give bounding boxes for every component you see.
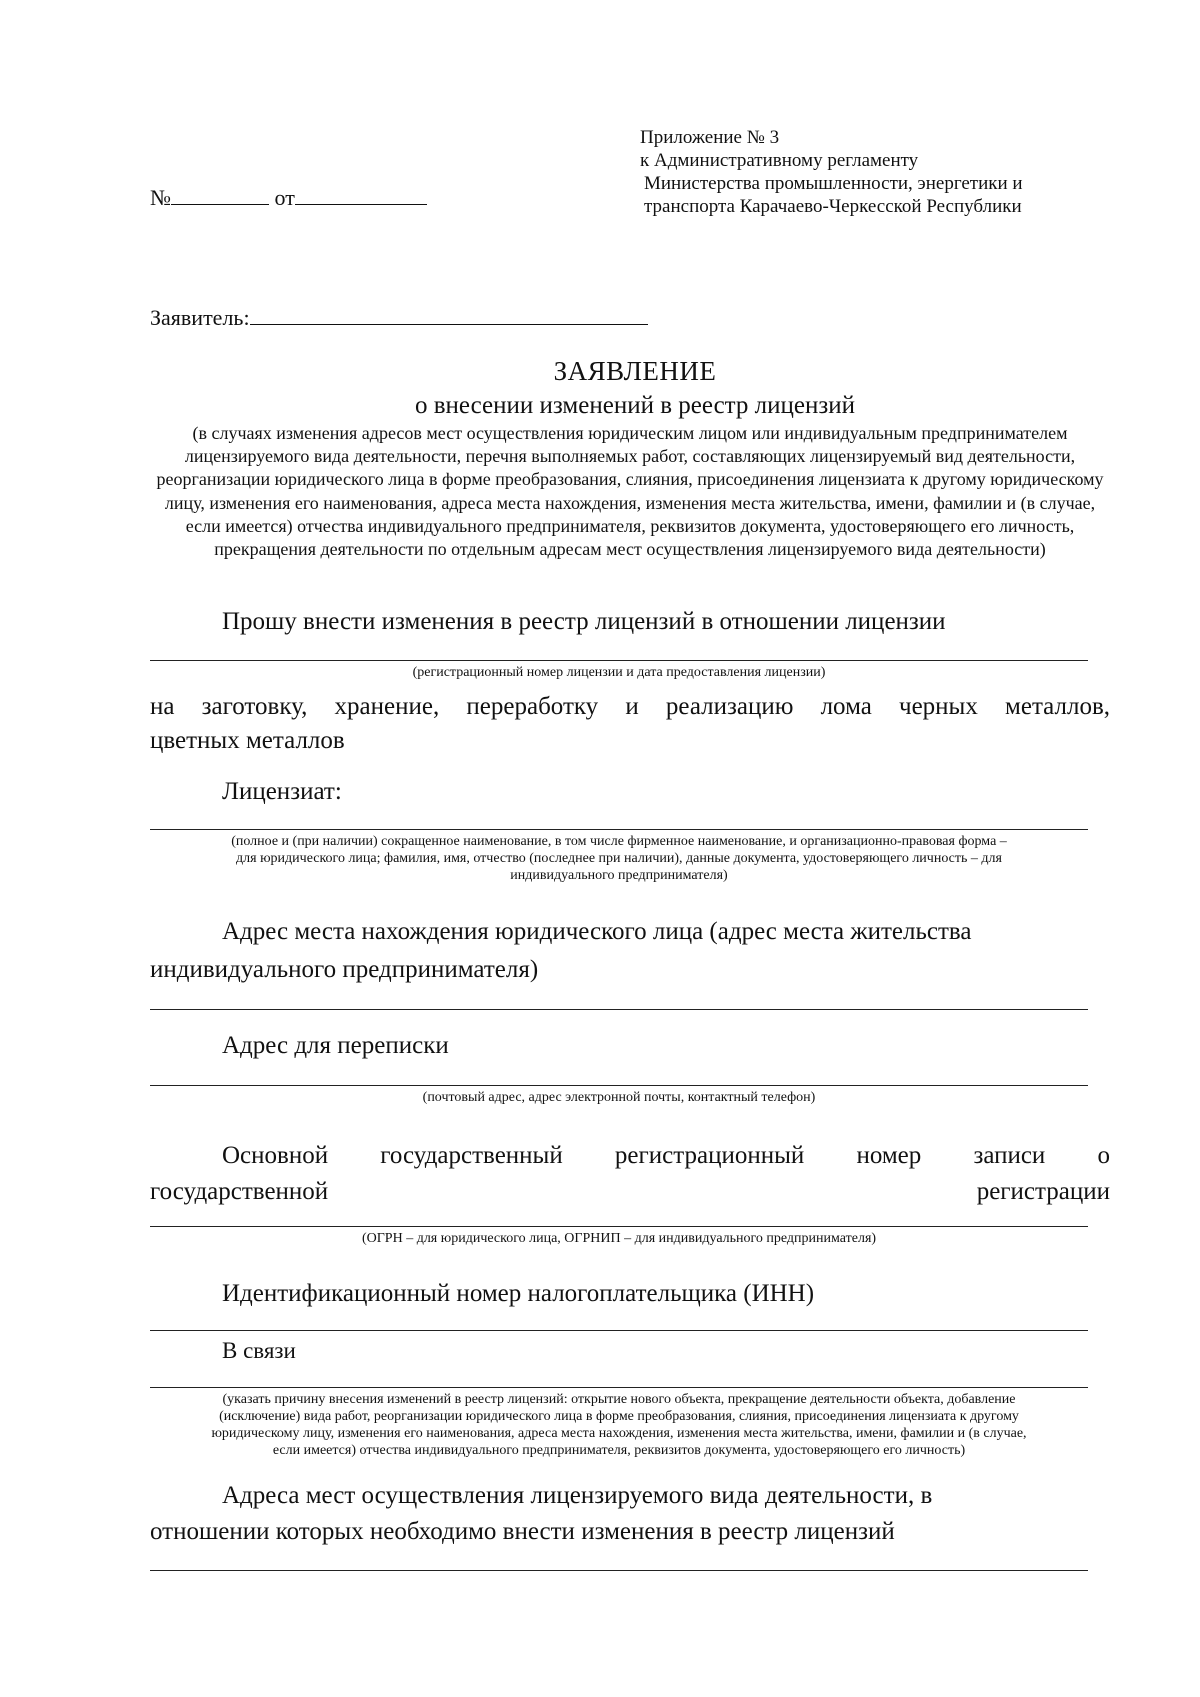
- applicant-row: [150, 304, 648, 331]
- places-label-line2: отношении которых необходимо внести изменения в реестр лицензий: [150, 1518, 895, 1545]
- license-number-field[interactable]: [150, 660, 1088, 661]
- scope-note: (в случаях изменения адресов мест осуществления юридическим лицом или индивидуальным предпринимателем лицензируемого вида деятельности, перечня выполняемых работ, составляющих лицензируемый вид деятельности, реорганизации юридического лица в форме преобразования, слияния, присоединения лицензиата к другому юридическому лицу, изменения его наименования, адреса места нахождения, изменения места жительства, имени, фамилии и (в случае, если имеется) отчества индивидуального предпринимателя, реквизитов документа, удостоверяющего его личность, прекращения деятельности по отдельным адресам мест осуществления лицензируемого вида деятельности): [156, 423, 1104, 560]
- date-field[interactable]: [295, 184, 427, 205]
- number-field[interactable]: [171, 184, 269, 205]
- reason-field[interactable]: [150, 1387, 1088, 1388]
- correspondence-caption: (почтовый адрес, адрес электронной почты, контактный телефон): [422, 1090, 816, 1105]
- number-label: №: [150, 185, 171, 210]
- appendix-line: Приложение № 3: [640, 127, 780, 148]
- places-label-line1: Адреса мест осуществления лицензируемого вида деятельности, в: [222, 1482, 933, 1509]
- appendix-reference: [640, 126, 1023, 218]
- licensee-field[interactable]: [150, 829, 1088, 830]
- appendix-line: к Административному регламенту: [640, 150, 919, 171]
- reason-label: В связи: [222, 1338, 296, 1363]
- address-label-line2: индивидуального предпринимателя): [150, 956, 539, 983]
- license-type-line1: на заготовку, хранение, переработку и реализацию лома черных металлов,: [150, 693, 1110, 720]
- applicant-field[interactable]: [250, 304, 648, 325]
- license-type-line2: цветных металлов: [150, 727, 345, 754]
- license-type: [150, 690, 1110, 758]
- places-field[interactable]: [150, 1570, 1088, 1571]
- document-title: ЗАЯВЛЕНИЕ: [553, 356, 717, 386]
- from-label: от: [274, 185, 295, 210]
- address-field[interactable]: [150, 1009, 1088, 1010]
- license-number-caption: (регистрационный номер лицензии и дата предоставления лицензии): [412, 665, 826, 680]
- reason-caption: (указать причину внесения изменений в реестр лицензий: открытие нового объекта, прекращение деятельности объекта, добавление (исключение) вида работ, реорганизации юридического лица в форме преобразования, слияния, присоединения лицензиата к другому юридическому лицу, изменения его наименования, адреса места нахождения, изменения места жительства, имени, фамилии и (в случае, если имеется) отчества индивидуального предпринимателя, реквизитов документа, удостоверяющего его личность): [211, 1392, 1027, 1458]
- ogrn-field[interactable]: [150, 1226, 1088, 1227]
- appendix-line: Министерства промышленности, энергетики и: [644, 173, 1023, 194]
- request-text: Прошу внести изменения в реестр лицензий в отношении лицензии: [222, 608, 946, 635]
- document-number-row: [150, 184, 427, 211]
- address-label-line1: Адрес места нахождения юридического лица (адрес места жительства: [222, 918, 972, 945]
- ogrn-caption: (ОГРН – для юридического лица, ОГРНИП – для индивидуального предпринимателя): [361, 1231, 877, 1246]
- ogrn-label: Основной государственный регистрационный номер записи о государственной регистрации: [150, 1142, 1110, 1205]
- inn-label: Идентификационный номер налогоплательщика (ИНН): [222, 1280, 815, 1307]
- licensee-label: Лицензиат:: [222, 778, 342, 805]
- correspondence-field[interactable]: [150, 1085, 1088, 1086]
- correspondence-label: Адрес для переписки: [222, 1032, 449, 1059]
- licensee-caption: (полное и (при наличии) сокращенное наименование, в том числе фирменное наименование, и организационно-правовая форма – для юридического лица; фамилия, имя, отчество (последнее при наличии), данные документа, удостоверяющего личность – для индивидуального предпринимателя): [231, 834, 1007, 883]
- applicant-label: Заявитель:: [150, 305, 250, 330]
- document-subtitle: о внесении изменений в реестр лицензий: [414, 392, 855, 419]
- appendix-line: транспорта Карачаево-Черкесской Республики: [644, 196, 1022, 217]
- inn-field[interactable]: [150, 1330, 1088, 1331]
